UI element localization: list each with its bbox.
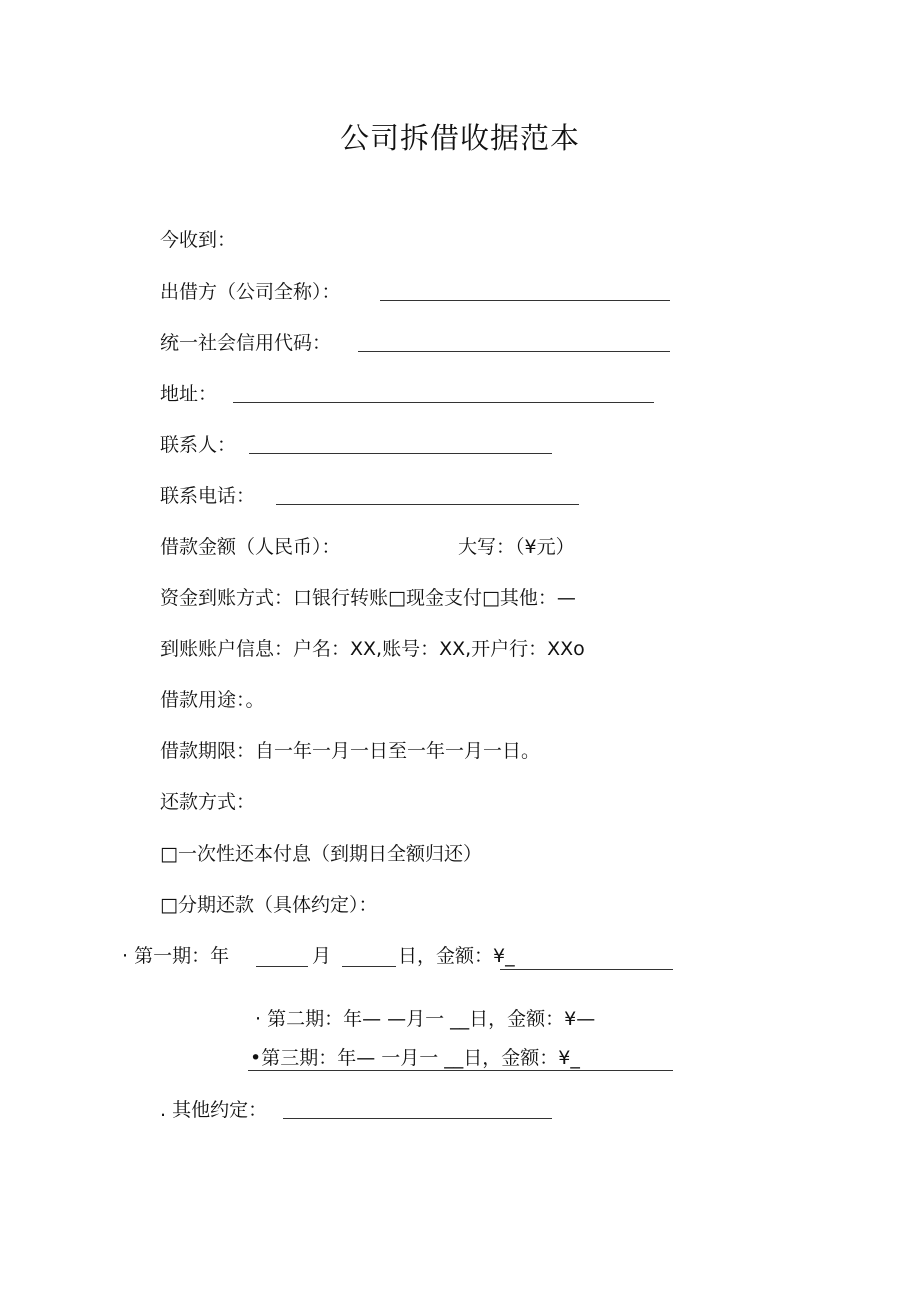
contact-field[interactable] (249, 453, 552, 454)
amount-upper: 大写：（¥元） (458, 536, 575, 558)
loan-purpose: 借款用途：。 (160, 689, 265, 711)
installment-3-underline (248, 1070, 673, 1071)
lender-label: 出借方（公司全称）： (160, 281, 341, 303)
received-label: 今收到： (160, 229, 237, 251)
credit-code-label: 统一社会信用代码： (160, 332, 332, 354)
option-installment: □分期还款（具体约定）： (160, 894, 378, 916)
payment-method: 资金到账方式：口银行转账□现金支付□其他：— (160, 587, 576, 609)
installment-1-month: 月 (312, 945, 332, 967)
loan-term: 借款期限：自一年一月一日至一年一月一日。 (160, 740, 541, 762)
address-label: 地址： (160, 383, 218, 405)
other-field[interactable] (283, 1118, 552, 1119)
page-title: 公司拆借收据范本 (339, 121, 580, 155)
address-field[interactable] (233, 402, 654, 403)
installment-3: •第三期：年— 一月一 __日，金额：¥_ (250, 1047, 580, 1069)
credit-code-field[interactable] (358, 351, 670, 352)
installment-1-amount-line (500, 969, 673, 970)
repayment-label: 还款方式： (160, 791, 256, 813)
other-label: . 其他约定： (160, 1099, 268, 1121)
phone-field[interactable] (276, 504, 579, 505)
amount-label: 借款金额（人民币）： (160, 536, 341, 558)
contact-label: 联系人： (160, 434, 237, 456)
installment-1-month-field[interactable] (342, 966, 396, 967)
option-lump-sum: □一次性还本付息（到期日全额归还） (160, 843, 482, 865)
installment-1-day-amount: 日，金额：¥_ (398, 945, 515, 967)
installment-2: · 第二期：年— —月一 __日，金额：¥— (255, 1008, 596, 1030)
installment-1-year-field[interactable] (256, 966, 308, 967)
lender-field[interactable] (380, 300, 670, 301)
installment-1-prefix: · 第一期：年 (122, 945, 230, 967)
account-info: 到账账户信息：户名：XX,账号：XX,开户行：XXo (160, 638, 585, 660)
phone-label: 联系电话： (160, 485, 256, 507)
